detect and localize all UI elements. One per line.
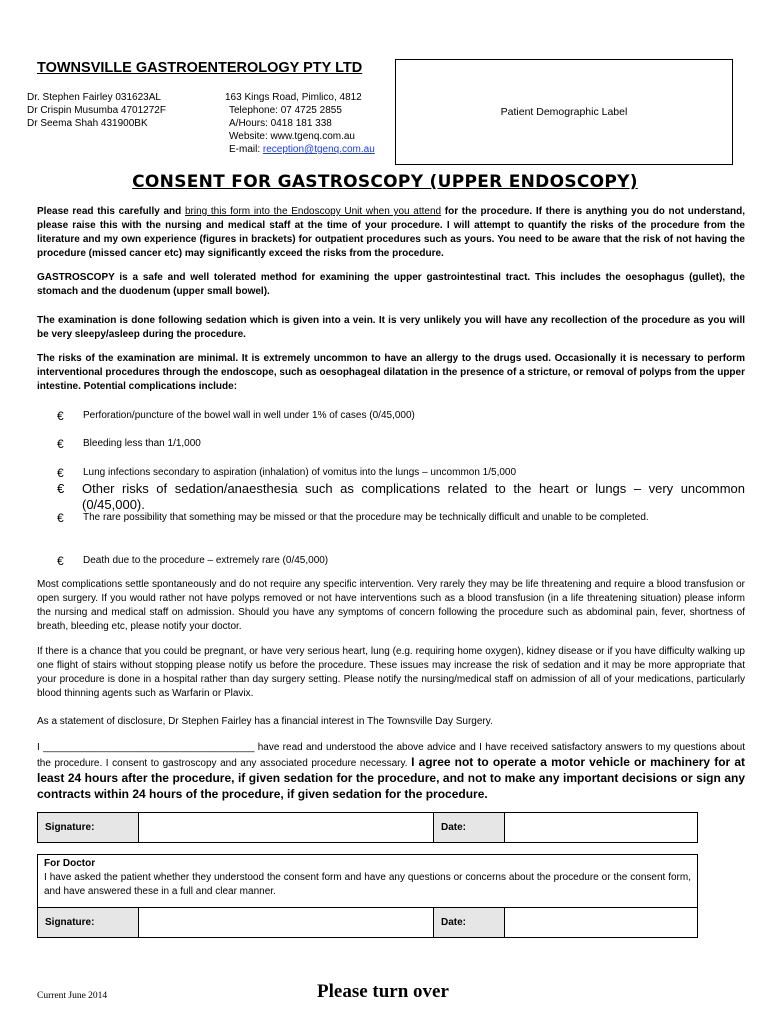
sedation-paragraph: The examination is done following sedation which is given into a vein. It is very unlikely you will have any recollection of the procedure as you will be very sleepy/asleep during the procedure. <box>37 315 745 340</box>
gastroscopy-paragraph: GASTROSCOPY is a safe and well tolerated method for examining the upper gastrointestinal tract. This includes the oesophagus (gullet), the stomach and the duodenum (upper small bowel). <box>37 272 745 297</box>
email-label: E-mail: <box>229 144 263 155</box>
version-footer: Current June 2014 <box>37 991 108 1001</box>
complication-item: € The rare possibility that something may be missed or that the procedure may be technically difficult and unable to be completed. <box>57 511 649 525</box>
consent-statement: I ______________________________________ have read and understood the above advice and I have received satisfactory answers to my questions about the procedure. I consent to gastroscopy and any associated procedure necessary. I agree not to operate a motor vehicle or machinery for at least 24 hours after the procedure, if given sedation for the procedure, and not to make any important decisions or sign any contracts within 24 hours of the procedure, if given sedation for the procedure. <box>37 742 746 801</box>
contact-details <box>225 91 375 156</box>
doctor-declaration-box <box>37 854 698 907</box>
complication-item: € Lung infections secondary to aspiration (inhalation) of vomitus into the lungs – uncommon 1/5,000 <box>57 466 517 480</box>
complication-item: € Death due to the procedure – extremely rare (0/45,000) <box>57 554 329 568</box>
patient-name-blank[interactable]: ______________________________________ <box>43 742 255 753</box>
after-hours-phone: A/Hours: 0418 181 338 <box>229 118 332 129</box>
doctor-signature-field[interactable] <box>139 908 434 938</box>
doctor-2: Dr Crispin Musumba 4701272F <box>27 105 166 116</box>
telephone: Telephone: 07 4725 2855 <box>229 105 342 116</box>
bullet-icon: € <box>57 554 64 568</box>
patient-label-box <box>395 59 733 165</box>
intro-paragraph: Please read this carefully and bring this form into the Endoscopy Unit when you attend for the procedure. If there is anything you do not understand, please raise this with the nursing and medical staff at the time of your procedure. I will attempt to quantify the risks of the procedure from the literature and my own experience (figures in brackets) for outpatient procedures such as yours. You need to be aware that the risk of not having the procedure (missed cancer etc) may significantly exceed the risks from the procedure. <box>37 206 746 259</box>
risks-paragraph: The risks of the examination are minimal. It is extremely uncommon to have an allergy to the drugs used. Occasionally it is necessary to perform interventional procedures through the endoscope, such as oesophageal dilatation in the presence of a stricture, or removal of polyps from the upper intestine. Potential complications include: <box>37 353 745 392</box>
date-label: Date: <box>434 813 505 843</box>
bullet-icon: € <box>57 437 64 451</box>
patient-signature-table <box>37 812 698 843</box>
doctor-date-field[interactable] <box>505 908 698 938</box>
complications-settle-paragraph: Most complications settle spontaneously and do not require any specific intervention. Very rarely they may be life threatening and require a blood transfusion or open surgery. If you would rather not have polyps removed or not have interventions such as a blood transfusion (in a life threatening situation) please inform the nursing and medical staff on admission. Should you have any symptoms of concern following the procedure such as abdominal pain, fever, shortness of breath, bleeding etc, please notify your doctor. <box>37 579 745 632</box>
doctor-declaration-text: I have asked the patient whether they understood the consent form and have any questions or concerns about the procedure or the consent form, and have answered these in a full and clear manner. <box>44 872 691 897</box>
disclosure-paragraph: As a statement of disclosure, Dr Stephen Fairley has a financial interest in The Townsville Day Surgery. <box>37 716 493 727</box>
doctor-list <box>27 91 166 130</box>
patient-date-field[interactable] <box>505 813 698 843</box>
date-label: Date: <box>434 908 505 938</box>
doctor-heading: For Doctor <box>44 858 96 869</box>
street-address: 163 Kings Road, Pimlico, 4812 <box>225 92 362 103</box>
complication-item: € Perforation/puncture of the bowel wall in well under 1% of cases (0/45,000) <box>57 409 415 423</box>
pregnancy-paragraph: If there is a chance that you could be pregnant, or have very serious heart, lung (e.g. requiring home oxygen), kidney disease or if you have difficulty walking up one flight of stairs without stopping please notify us before the procedure. These issues may increase the risk of sedation and it may be more appropriate that your procedure is done in a hospital rather than day surgery setting. Please notify the nursing/medical staff on admission of all of your medications, particularly blood thinning agents such as Warfarin or Plavix. <box>37 646 745 699</box>
doctor-1: Dr. Stephen Fairley 031623AL <box>27 92 161 103</box>
bullet-icon: € <box>57 511 64 525</box>
bullet-icon: € <box>57 481 65 496</box>
email-link[interactable]: reception@tgenq.com.au <box>262 144 375 155</box>
website: Website: www.tgenq.com.au <box>229 131 355 142</box>
email-line <box>225 143 375 156</box>
patient-signature-field[interactable] <box>139 813 434 843</box>
bullet-icon: € <box>57 466 64 480</box>
signature-label: Signature: <box>38 813 139 843</box>
complication-item: € Other risks of sedation/anaesthesia such as complications related to the heart or lungs – very uncommon (0/45,000). <box>57 481 745 512</box>
company-name: TOWNSVILLE GASTROENTEROLOGY PTY LTD <box>37 60 363 76</box>
bullet-icon: € <box>57 409 64 423</box>
complication-item: € Bleeding less than 1/1,000 <box>57 437 201 451</box>
form-title: CONSENT FOR GASTROSCOPY (UPPER ENDOSCOPY) <box>132 172 638 192</box>
patient-label-text: Patient Demographic Label <box>500 106 628 118</box>
signature-label: Signature: <box>38 908 139 938</box>
turn-over-note: Please turn over <box>317 981 449 1002</box>
intro-underlined: bring this form into the Endoscopy Unit when you attend <box>184 206 442 217</box>
doctor-3: Dr Seema Shah 431900BK <box>27 118 148 129</box>
consent-bold-agreement: I agree not to operate a motor vehicle or machinery for at least 24 hours after the procedure, if given sedation for the procedure, and not to make any important decisions or sign any contracts within 24 hours of the procedure, if given sedation for the procedure. <box>37 755 745 801</box>
doctor-signature-table <box>37 907 698 938</box>
